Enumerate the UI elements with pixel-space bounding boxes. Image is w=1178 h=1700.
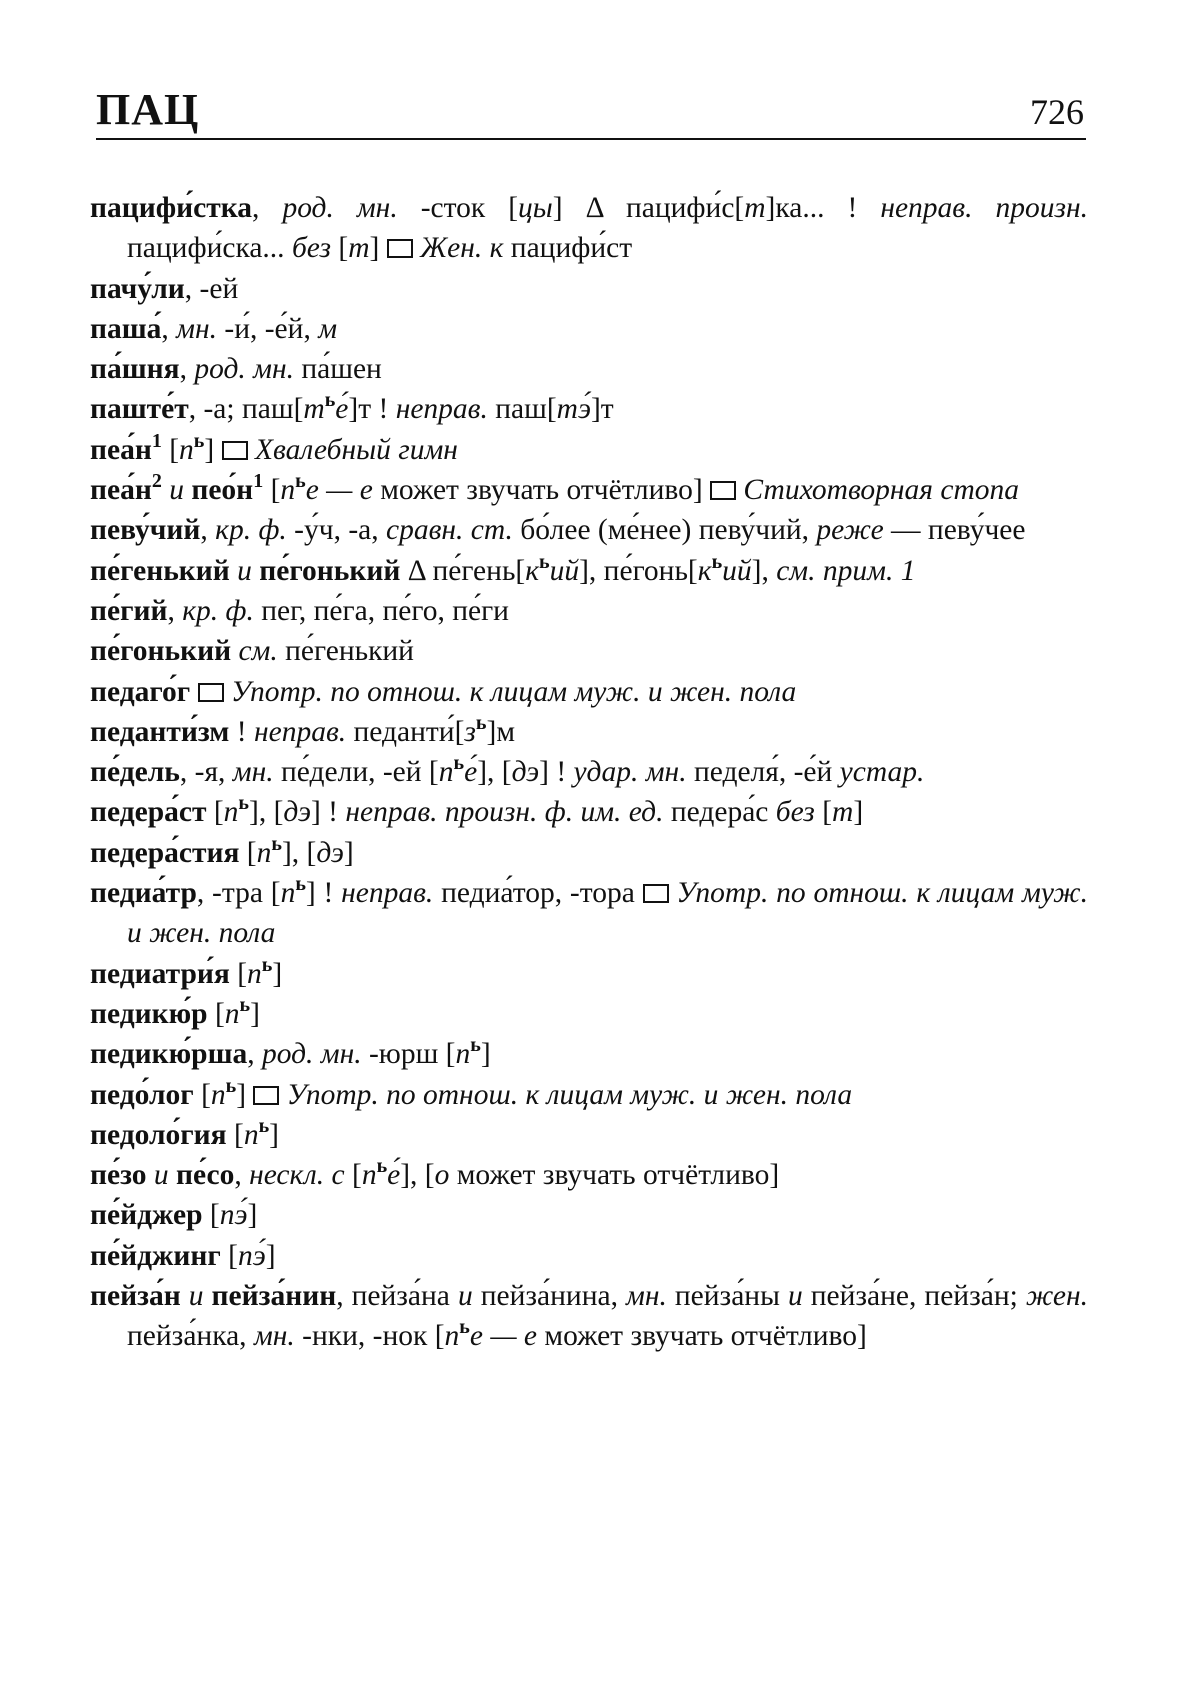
entry-text: ] xyxy=(250,997,260,1030)
entry-text: ] xyxy=(269,1118,279,1151)
superscript: ь xyxy=(258,1114,270,1137)
grammar-note: п xyxy=(247,957,262,990)
headword: пео́н xyxy=(191,474,254,507)
entry-text xyxy=(482,232,489,264)
superscript: ь xyxy=(324,389,336,412)
dictionary-entry xyxy=(90,873,1088,954)
grammar-note: к xyxy=(697,554,712,587)
entry-text xyxy=(181,1280,189,1312)
superscript: ь xyxy=(470,1034,481,1057)
grammar-note: е́ xyxy=(335,393,349,426)
entry-text: , xyxy=(247,1038,262,1071)
headword: пеа́н xyxy=(90,474,152,507)
headword: педанти́зм xyxy=(90,715,230,748)
dictionary-entry xyxy=(90,1276,1088,1357)
dictionary-entry xyxy=(90,1236,1088,1276)
headword: пе́йджинг xyxy=(90,1239,221,1272)
entry-text: педеля́, -е́й xyxy=(686,756,840,789)
entry-text: может звучать отчётливо] xyxy=(372,474,711,507)
grammar-note: е́ xyxy=(464,756,478,789)
grammar-note: дэ xyxy=(316,836,344,869)
dictionary-entry xyxy=(90,551,1088,591)
running-head: ПАЦ xyxy=(96,85,200,134)
grammar-note: реже xyxy=(816,514,884,547)
superscript: ь xyxy=(539,550,550,573)
entry-text xyxy=(147,1159,154,1191)
grammar-note: мн. xyxy=(626,1280,667,1313)
grammar-note: и xyxy=(188,1280,204,1313)
entry-text: пацифи́ска... xyxy=(127,232,292,265)
entry-text: , xyxy=(234,1159,250,1192)
entry-text: пейза́ны xyxy=(666,1280,788,1313)
grammar-note: тэ́ xyxy=(556,393,591,426)
grammar-note: т xyxy=(303,393,325,426)
entry-text: -сток [ xyxy=(397,192,519,224)
entry-text: ] Δ пацифи́с[ xyxy=(552,192,745,224)
grammar-note: ий xyxy=(549,554,580,587)
grammar-note: и xyxy=(457,1280,473,1313)
dictionary-entry xyxy=(90,954,1088,994)
grammar-note: мн. xyxy=(232,756,274,789)
entry-text: [ xyxy=(207,997,225,1030)
superscript: ь xyxy=(295,470,306,493)
entry-text: , -тра [ xyxy=(196,877,281,910)
dictionary-entry xyxy=(90,510,1088,550)
grammar-note: дэ xyxy=(283,796,311,829)
entry-text: Δ пе́гень[ xyxy=(400,554,526,587)
headword: пейза́н xyxy=(90,1280,181,1313)
grammar-note: мн. xyxy=(253,1320,295,1353)
note-box-icon xyxy=(643,884,669,903)
entry-text: ] ! xyxy=(305,877,342,910)
grammar-note: п xyxy=(224,997,240,1030)
entry-text: ], [ xyxy=(400,1159,435,1192)
grammar-note: м xyxy=(318,312,338,345)
grammar-note: п xyxy=(179,433,194,466)
entry-text: ] xyxy=(480,1038,491,1071)
superscript: 2 xyxy=(151,470,162,493)
headword: певу́чий xyxy=(90,514,201,547)
note-box-icon xyxy=(253,1086,279,1105)
grammar-note: т xyxy=(348,232,370,265)
headword: пеа́н xyxy=(90,433,152,466)
grammar-note: Жен. xyxy=(420,232,483,265)
headword: педаго́г xyxy=(90,675,191,708)
headword: педера́стия xyxy=(90,836,240,869)
grammar-note: род. мн. xyxy=(261,1038,362,1071)
grammar-note: к xyxy=(525,554,540,587)
dictionary-entry xyxy=(90,1034,1088,1074)
entry-text: [ xyxy=(206,796,224,829)
grammar-note: ий xyxy=(722,554,752,587)
grammar-note: мн. xyxy=(176,312,217,345)
entry-text: [ xyxy=(220,1239,238,1272)
grammar-note: кр. ф. xyxy=(182,594,254,627)
grammar-note: Стихотворная стопа xyxy=(743,474,1020,507)
entry-text: , xyxy=(167,594,183,627)
grammar-note: т xyxy=(832,796,854,829)
grammar-note: п xyxy=(444,1320,460,1353)
entry-text: , xyxy=(252,192,283,224)
grammar-note: нескл. с xyxy=(249,1159,345,1192)
grammar-note: удар. мн. xyxy=(573,756,687,789)
entry-text: [ xyxy=(239,836,257,869)
grammar-note: п xyxy=(256,836,272,869)
superscript: ь xyxy=(238,792,249,815)
headword: пе́йджер xyxy=(90,1199,203,1232)
entry-text: [ xyxy=(193,1078,211,1111)
grammar-note: жен. xyxy=(1025,1280,1089,1313)
grammar-note: см. прим. 1 xyxy=(776,554,916,587)
grammar-note: род. мн. xyxy=(194,353,294,386)
entry-text: бо́лее (ме́нее) певу́чий, xyxy=(512,514,817,547)
entry-text: ] xyxy=(369,232,387,265)
grammar-note: сравн. ст. xyxy=(385,514,513,547)
note-box-icon xyxy=(222,441,248,460)
entry-text: па́шен xyxy=(293,353,382,386)
dictionary-entry xyxy=(90,389,1088,429)
grammar-note: устар. xyxy=(839,756,925,789)
page-number: 726 xyxy=(1030,92,1084,132)
entry-text: [ xyxy=(229,957,248,990)
headword: пе́гонький xyxy=(259,554,401,587)
grammar-note: дэ xyxy=(511,756,540,789)
headword: педоло́гия xyxy=(90,1118,227,1151)
dictionary-entry xyxy=(90,269,1088,309)
headword: педиа́тр xyxy=(90,877,197,910)
entry-text: ] xyxy=(272,957,283,990)
entry-text: ], [ xyxy=(477,756,512,789)
headword: пейза́нин xyxy=(211,1280,337,1313)
entry-text: ]т xyxy=(590,393,614,426)
superscript: ь xyxy=(711,550,723,573)
superscript: ь xyxy=(271,832,282,855)
entry-text xyxy=(169,1159,176,1191)
entry-text: ] xyxy=(247,1199,258,1232)
entry-text: педера́с xyxy=(663,796,776,829)
grammar-note: и xyxy=(153,1159,169,1192)
entry-text: [ xyxy=(202,1199,220,1232)
entry-text: ] xyxy=(853,796,864,829)
grammar-note: цы xyxy=(518,192,553,224)
superscript: ь xyxy=(459,1316,470,1339)
grammar-note: п xyxy=(243,1118,259,1151)
superscript: ь xyxy=(225,1074,237,1097)
grammar-note: без xyxy=(775,796,815,829)
dictionary-entry xyxy=(90,309,1088,349)
grammar-note: п xyxy=(280,474,296,507)
grammar-note: п xyxy=(438,756,454,789)
entry-text: может звучать отчётливо] xyxy=(537,1320,867,1353)
entry-text xyxy=(279,1079,286,1111)
entry-text: ] xyxy=(265,1239,276,1272)
entry-text: ] ! xyxy=(539,756,574,789)
note-box-icon xyxy=(710,481,736,500)
headword: пе́гонький xyxy=(90,635,232,668)
grammar-note: и xyxy=(787,1280,803,1313)
dictionary-entry xyxy=(90,712,1088,752)
dictionary-entry xyxy=(90,1075,1088,1115)
grammar-note: к xyxy=(489,232,504,265)
entry-text: [ xyxy=(814,796,833,829)
entry-text: пейза́нина, xyxy=(472,1280,626,1313)
grammar-note: пэ́ xyxy=(238,1239,266,1272)
entry-text: [ xyxy=(344,1159,362,1192)
headword: пе́генький xyxy=(90,554,230,587)
entry-text: паш[ xyxy=(487,393,557,426)
entry-text: ], [ xyxy=(281,836,317,869)
page-header xyxy=(96,80,1086,140)
note-box-icon xyxy=(198,683,224,702)
dictionary-entry xyxy=(90,470,1088,510)
dictionary-entry xyxy=(90,752,1088,792)
grammar-note: о xyxy=(434,1159,450,1192)
superscript: ь xyxy=(261,953,273,976)
entry-text: пег, пе́га, пе́го, пе́ги xyxy=(253,594,509,627)
headword: пачу́ли xyxy=(90,272,185,305)
headword: пе́гий xyxy=(90,594,168,627)
grammar-note: е — е xyxy=(469,1320,538,1353)
entry-text: [ xyxy=(226,1118,244,1151)
grammar-note: п xyxy=(361,1159,377,1192)
superscript: ь xyxy=(376,1155,388,1178)
grammar-note: Употр. по отнош. к лицам муж. и жен. пола xyxy=(286,1078,853,1111)
grammar-note: пэ́ xyxy=(219,1199,248,1232)
grammar-note: и xyxy=(237,554,252,587)
grammar-note: род. мн. xyxy=(282,192,398,224)
headword: педера́ст xyxy=(90,796,207,829)
grammar-note: Употр. по отнош. к лицам муж. и жен. пола xyxy=(230,675,797,708)
entry-text: ]т ! xyxy=(348,393,396,426)
headword: педикю́рша xyxy=(90,1038,248,1071)
entry-text: ! xyxy=(229,715,254,748)
superscript: ь xyxy=(193,429,205,452)
dictionary-entry xyxy=(90,833,1088,873)
headword: пе́зо xyxy=(90,1159,147,1192)
entry-text: , -а; паш[ xyxy=(188,393,304,426)
entry-text: ] xyxy=(204,433,222,466)
grammar-note: неправ. произн. xyxy=(880,192,1088,224)
superscript: 1 xyxy=(253,470,264,493)
grammar-note: и xyxy=(169,474,184,507)
dictionary-entry xyxy=(90,672,1088,712)
grammar-note: з xyxy=(464,715,476,748)
entry-text: , xyxy=(179,353,195,386)
dictionary-entry xyxy=(90,1115,1088,1155)
dictionary-entries xyxy=(90,188,1088,1357)
dictionary-entry xyxy=(90,792,1088,832)
dictionary-entry xyxy=(90,1195,1088,1235)
entry-text xyxy=(203,1280,211,1312)
superscript: 1 xyxy=(151,429,162,452)
entry-text: -юрш [ xyxy=(361,1038,456,1071)
entry-text: ] xyxy=(236,1078,254,1111)
dictionary-entry xyxy=(90,430,1088,470)
entry-text: , пейза́на xyxy=(336,1280,458,1313)
grammar-note: неправ. xyxy=(395,393,488,426)
entry-text: , -ей xyxy=(184,272,239,305)
entry-text: ], xyxy=(751,554,777,587)
entry-text: — певу́чее xyxy=(883,514,1026,547)
grammar-note: кр. ф. xyxy=(215,514,287,547)
grammar-note: Хвалебный гимн xyxy=(254,433,458,466)
entry-text: ]ка... ! xyxy=(765,192,881,224)
dictionary-entry xyxy=(90,188,1088,269)
entry-text: ]м xyxy=(486,715,515,748)
entry-text: пейза́не, пейза́н; xyxy=(802,1280,1026,1313)
grammar-note: п xyxy=(223,796,239,829)
entry-text xyxy=(224,676,231,708)
dictionary-entry xyxy=(90,631,1088,671)
grammar-note: п xyxy=(210,1078,226,1111)
headword: паша́ xyxy=(90,312,162,345)
entry-text: , xyxy=(200,514,216,547)
entry-text: пе́генький xyxy=(277,635,414,668)
headword: пацифи́стка xyxy=(90,192,253,224)
dictionary-entry xyxy=(90,1155,1088,1195)
entry-text: может звучать отчётливо] xyxy=(449,1159,780,1192)
grammar-note: неправ. xyxy=(341,877,434,910)
entry-text: -у́ч, -а, xyxy=(286,514,386,547)
superscript: ь xyxy=(239,993,251,1016)
headword: па́шня xyxy=(90,353,180,386)
entry-text: ], пе́гонь[ xyxy=(579,554,698,587)
superscript: ь xyxy=(475,711,487,734)
dictionary-entry xyxy=(90,591,1088,631)
headword: педикю́р xyxy=(90,997,208,1030)
entry-text: ] ! xyxy=(310,796,346,829)
grammar-note: п xyxy=(280,877,296,910)
entry-text: -и́, -е́й, xyxy=(217,312,319,345)
headword: пе́дель xyxy=(90,756,180,789)
headword: педиатри́я xyxy=(90,957,230,990)
entry-text: ] xyxy=(343,836,354,869)
entry-text: , xyxy=(161,312,177,345)
dictionary-entry xyxy=(90,349,1088,389)
entry-text: пе́дели, -ей [ xyxy=(273,756,439,789)
grammar-note: п xyxy=(455,1038,471,1071)
headword: пе́со xyxy=(176,1159,235,1192)
entry-text: пейза́нка, xyxy=(127,1320,254,1353)
grammar-note: т xyxy=(744,192,766,224)
entry-text: педанти́[ xyxy=(346,715,465,748)
grammar-note: см. xyxy=(238,635,278,668)
entry-text xyxy=(413,232,420,264)
entry-text: , -я, xyxy=(179,756,233,789)
dictionary-entry xyxy=(90,994,1088,1034)
entry-text: [ xyxy=(161,433,180,466)
grammar-note: без xyxy=(291,232,331,265)
entry-text: [ xyxy=(331,232,349,265)
entry-text xyxy=(248,434,255,466)
grammar-note: неправ. произн. ф. им. ед. xyxy=(345,796,664,829)
entry-text: -нки, -нок [ xyxy=(294,1320,445,1353)
note-box-icon xyxy=(387,239,413,258)
superscript: ь xyxy=(295,873,306,896)
entry-text: [ xyxy=(263,474,281,507)
superscript: ь xyxy=(453,752,465,775)
entry-text: пацифи́ст xyxy=(503,232,633,265)
grammar-note: е — е xyxy=(305,474,373,507)
grammar-note: е́ xyxy=(387,1159,401,1192)
headword: паште́т xyxy=(90,393,189,426)
headword: педо́лог xyxy=(90,1078,194,1111)
grammar-note: неправ. xyxy=(253,715,347,748)
grammar-note: Употр. по отнош. к лицам муж. и жен. пола xyxy=(127,877,1088,950)
entry-text: педиа́тор, -тора xyxy=(433,877,643,910)
entry-text xyxy=(190,676,197,708)
entry-text: ], [ xyxy=(249,796,284,829)
